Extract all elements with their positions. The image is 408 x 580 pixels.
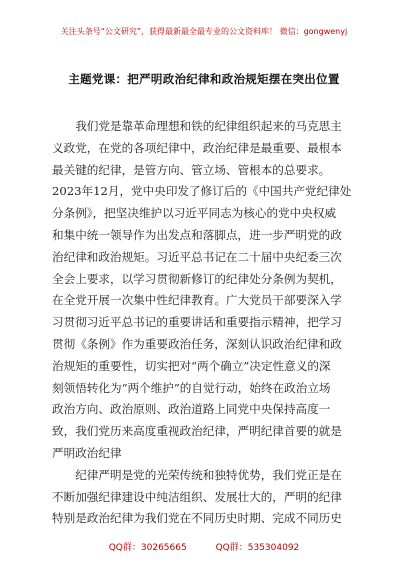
body-line: 治规矩的重要性，切实把对“两个确立”决定性意义的深	[52, 358, 331, 373]
body-line: 分条例》，把坚决维护以习近平同志为核心的党中央权威	[52, 206, 337, 221]
body-line: 义政党，在党的各项纪律中，政治纪律是最重要、最根本	[52, 140, 342, 155]
body-line: 严明政治纪律	[52, 445, 122, 460]
body-line: 贯彻《条例》作为重要政治任务，深刻认识政治纪律和政	[52, 336, 342, 351]
footer	[0, 540, 408, 553]
body-line: 全会上要求，以学习贯彻新修订的纪律处分条例为契机，	[52, 271, 342, 286]
qq-group-2: QQ群：535304092	[215, 543, 300, 553]
body-line: 政治方向、政治原则、政治道路上同党中央保持高度一	[52, 402, 331, 417]
document-title: 主题党课：把严明政治纪律和政治规矩摆在突出位置	[68, 72, 340, 86]
body-line: 特别是政治纪律为我们党在不同历史时期、完成不同历史	[52, 511, 342, 526]
body-line: 和集中统一领导作为出发点和落脚点，进一步严明党的政	[52, 227, 342, 242]
body-line: 最关键的纪律，是管方向、管立场、管根本的总要求。	[52, 162, 331, 177]
body-line: 习贯彻习近平总书记的重要讲话和重要指示精神，把学习	[52, 315, 342, 330]
body-line: 刻领悟转化为“两个维护”的自觉行动，始终在政治立场	[52, 380, 331, 395]
body-line: 纪律严明是党的光荣传统和独特优势，我们党正是在	[52, 467, 342, 482]
body-line: 我们党是靠革命理想和铁的纪律组织起来的马克思主	[52, 119, 342, 133]
body-line: 2023年12月，党中央印发了修订后的《中国共产党纪律处	[52, 184, 352, 199]
body-line: 致，我们党历来高度重视政治纪律，严明纪律首要的就是	[52, 424, 342, 439]
body-line: 在全党开展一次集中性纪律教育。广大党员干部要深入学	[52, 293, 342, 308]
body-line: 不断加强纪律建设中纯洁组织、发展壮大的，严明的纪律	[52, 489, 342, 504]
header-banner: 关注头条号“公文研究”，获得最新最全最专业的公文资料库！ 微信：gongwenyj	[60, 27, 348, 36]
qq-group-1: QQ群：30265665	[108, 543, 187, 553]
body-line: 治纪律和政治规矩。习近平总书记在二十届中央纪委三次	[52, 249, 342, 264]
document-body	[52, 116, 368, 530]
